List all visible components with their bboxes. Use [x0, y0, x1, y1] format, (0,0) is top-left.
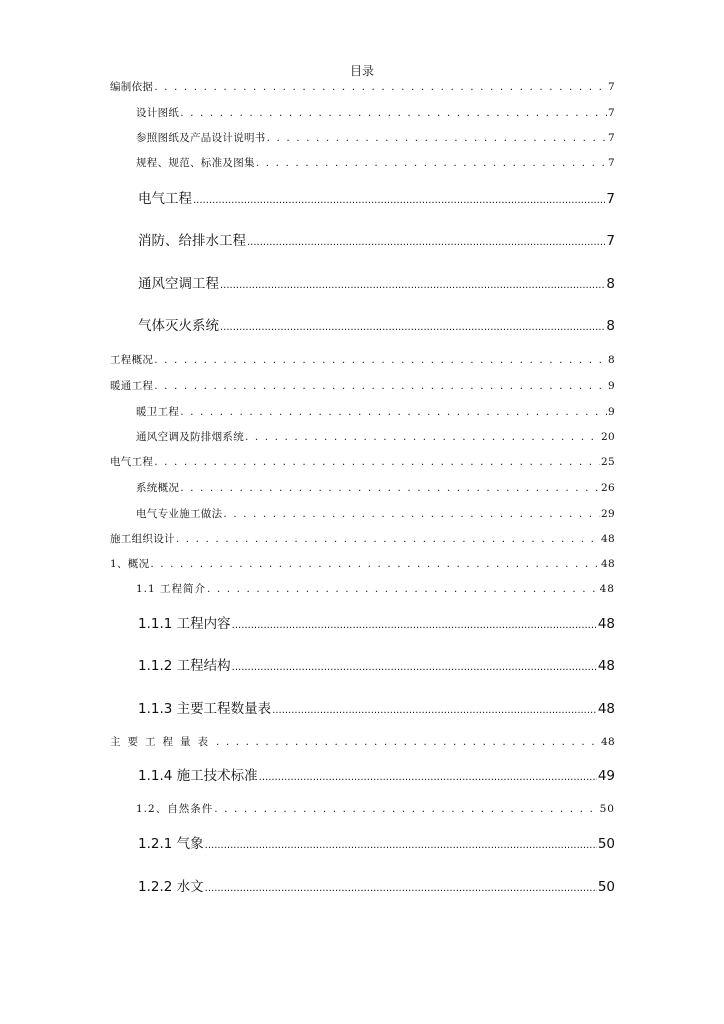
toc-entry[interactable]: [136, 407, 615, 418]
toc-entry[interactable]: [138, 770, 615, 784]
toc-entry-page: 50: [597, 879, 615, 895]
toc-entry-page: 50: [597, 836, 615, 852]
toc-entry[interactable]: [110, 457, 615, 468]
toc-leader-dots: [193, 193, 605, 207]
toc-entry-page: 9: [608, 380, 615, 392]
toc-entry-label: 电气工程: [110, 456, 154, 468]
toc-entry-label: 消防、给排水工程: [138, 233, 246, 249]
toc-entry-page: 7: [608, 81, 615, 93]
toc-entry-label: 编制依据: [110, 81, 154, 93]
toc-entry-page: 7: [608, 157, 615, 169]
toc-entry-label: 暖卫工程: [136, 406, 180, 418]
toc-entry-page: 49: [597, 768, 615, 784]
toc-leader-dots: [245, 432, 600, 443]
toc-leader-dots: [176, 534, 600, 545]
toc-entry[interactable]: [136, 108, 615, 119]
toc-entry-label: 1.1.4 施工技术标准: [138, 768, 258, 784]
toc-entry-page: 8: [606, 276, 615, 292]
toc-entry[interactable]: [136, 158, 615, 169]
toc-title: 目录: [349, 64, 374, 78]
toc-leader-dots: [205, 838, 597, 852]
toc-leader-dots: [205, 881, 597, 895]
toc-leader-dots: [272, 703, 597, 717]
toc-entry[interactable]: [138, 235, 615, 249]
toc-entry[interactable]: [136, 483, 615, 494]
toc-leader-dots: [214, 804, 598, 815]
toc-entry[interactable]: [138, 618, 615, 632]
toc-entry-page: 20: [601, 431, 615, 443]
toc-leader-dots: [247, 235, 605, 249]
toc-entry-page: 29: [601, 508, 615, 520]
toc-leader-dots: [180, 483, 600, 494]
toc-leader-dots: [154, 381, 607, 392]
toc-entry-label: 1.1 工程简介: [136, 583, 207, 595]
toc-entry[interactable]: [110, 355, 615, 366]
toc-entry-label: 1.2.2 水文: [138, 879, 204, 895]
toc-entry-label: 规程、规范、标准及图集: [136, 157, 255, 169]
toc-entry-page: 48: [597, 616, 615, 632]
toc-entry-label: 通风空调工程: [138, 276, 219, 292]
toc-leader-dots: [180, 108, 607, 119]
toc-entry[interactable]: [136, 584, 615, 595]
toc-entry-page: 48: [599, 583, 615, 595]
toc-entry-page: 48: [601, 558, 615, 570]
toc-leader-dots: [259, 770, 597, 784]
toc-leader-dots: [220, 320, 605, 334]
toc-entry-label: 1.1.1 工程内容: [138, 616, 231, 632]
toc-leader-dots: [232, 660, 597, 674]
toc-entry-label: 1.1.2 工程结构: [138, 658, 231, 674]
toc-entry[interactable]: [136, 432, 615, 443]
toc-entry-label: 电气工程: [138, 191, 192, 207]
toc-entry-label: 设计图纸: [136, 107, 180, 119]
toc-entry[interactable]: [136, 804, 615, 815]
toc-entry[interactable]: [138, 881, 615, 895]
toc-entry[interactable]: [110, 381, 615, 392]
toc-entry-label: 系统概况: [136, 482, 180, 494]
toc-entry[interactable]: [138, 193, 615, 207]
toc-entry-label: 暖通工程: [110, 380, 154, 392]
toc-entry-page: 9: [608, 406, 615, 418]
toc-entry-page: 48: [601, 533, 615, 545]
toc-entry-label: 1.2.1 气象: [138, 836, 204, 852]
toc-leader-dots: [232, 618, 597, 632]
toc-leader-dots: [154, 355, 607, 366]
toc-entry-label: 1.2、自然条件: [136, 803, 214, 815]
toc-entry[interactable]: [138, 838, 615, 852]
toc-entry-label: 1.1.3 主要工程数量表: [138, 701, 272, 717]
toc-entry-page: 26: [601, 482, 615, 494]
toc-entry-page: 8: [608, 354, 615, 366]
toc-entry[interactable]: [110, 737, 615, 748]
toc-leader-dots: [256, 158, 607, 169]
toc-entry[interactable]: [110, 534, 615, 545]
toc-entry-label: 工程概况: [110, 354, 154, 366]
toc-leader-dots: [150, 559, 600, 570]
toc-entry[interactable]: [136, 133, 615, 144]
toc-leader-dots: [216, 737, 600, 748]
toc-entry-page: 7: [608, 107, 615, 119]
toc-entry-page: 8: [606, 318, 615, 334]
toc-leader-dots: [223, 509, 600, 520]
toc-entry-label: 施工组织设计: [110, 533, 175, 545]
toc-leader-dots: [180, 407, 607, 418]
toc-entry-label: 通风空调及防排烟系统: [136, 431, 244, 443]
toc-entry-page: 7: [608, 132, 615, 144]
toc-entry[interactable]: [138, 703, 615, 717]
toc-entry-label: 主要工程量表: [110, 736, 215, 748]
toc-leader-dots: [220, 278, 605, 292]
toc-entry-page: 7: [606, 191, 615, 207]
toc-leader-dots: [207, 584, 599, 595]
toc-entry-label: 电气专业施工做法: [136, 508, 223, 520]
toc-entry[interactable]: [138, 278, 615, 292]
toc-entry-label: 参照图纸及产品设计说明书: [136, 132, 266, 144]
toc-entry-page: 48: [601, 736, 615, 748]
toc-entry[interactable]: [138, 320, 615, 334]
toc-entry-page: 48: [597, 701, 615, 717]
toc-entry-label: 气体灭火系统: [138, 318, 219, 334]
toc-leader-dots: [267, 133, 607, 144]
toc-entry-label: 1、概况: [110, 558, 150, 570]
toc-entry[interactable]: [136, 509, 615, 520]
toc-leader-dots: [154, 457, 600, 468]
toc-entry[interactable]: [138, 660, 615, 674]
toc-entry-page: 25: [601, 456, 615, 468]
toc-entry[interactable]: [110, 559, 615, 570]
toc-entry-page: 48: [597, 658, 615, 674]
toc-entry-page: 7: [606, 233, 615, 249]
toc-entry-page: 50: [599, 803, 615, 815]
toc-entry[interactable]: [110, 82, 615, 93]
toc-leader-dots: [154, 82, 607, 93]
